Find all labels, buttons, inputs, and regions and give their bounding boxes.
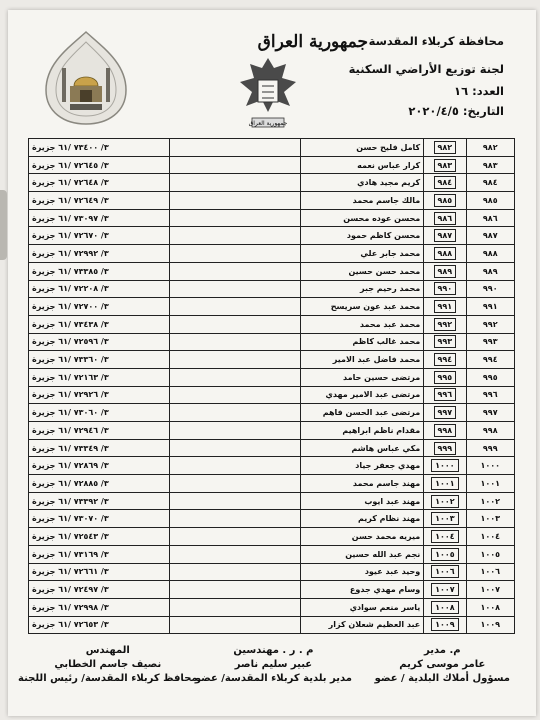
table-row xyxy=(29,333,515,351)
table-row xyxy=(29,492,515,510)
row-empty-cell xyxy=(170,333,301,351)
row-number-cell xyxy=(424,227,466,245)
row-empty-cell xyxy=(170,192,301,210)
row-seq: ١٠٠٦ xyxy=(466,563,514,581)
scroll-handle[interactable] xyxy=(0,190,7,260)
row-plot: ٣/ ٧٢٩٢٦ /٦١ جزيرة xyxy=(29,386,170,404)
row-name: محسن عوده محسن xyxy=(301,209,424,227)
row-seq: ١٠٠٣ xyxy=(466,510,514,528)
row-seq: ٩٨٢ xyxy=(466,139,514,157)
row-empty-cell xyxy=(170,422,301,440)
row-number-cell xyxy=(424,581,466,599)
row-name: وسام مهدي جدوع xyxy=(301,581,424,599)
table-row xyxy=(29,457,515,475)
row-number: ٩٨٣ xyxy=(434,159,457,172)
row-seq: ١٠٠٤ xyxy=(466,528,514,546)
row-name: مهدي جعفر جياد xyxy=(301,457,424,475)
row-name: مالك جاسم محمد xyxy=(301,192,424,210)
signature-role: محافظ كربلاء المقدسة/ رئيس اللجنة xyxy=(18,673,198,684)
row-name: كامل فليح حسن xyxy=(301,139,424,157)
table-row xyxy=(29,404,515,422)
row-seq: ٩٨٥ xyxy=(466,192,514,210)
row-name: محمد عبد محمد xyxy=(301,315,424,333)
row-number-cell xyxy=(424,174,466,192)
row-number: ٩٩٦ xyxy=(434,388,457,401)
row-plot: ٣/ ٧٣٣٦٠ /٦١ جزيرة xyxy=(29,351,170,369)
row-empty-cell xyxy=(170,262,301,280)
row-number-cell xyxy=(424,545,466,563)
row-number: ٩٨٤ xyxy=(434,176,457,189)
row-name: محسن كاظم حمود xyxy=(301,227,424,245)
table-row xyxy=(29,510,515,528)
table-row xyxy=(29,545,515,563)
row-plot: ٣/ ٧٣٣٩٢ /٦١ جزيرة xyxy=(29,492,170,510)
row-empty-cell xyxy=(170,156,301,174)
number-value: ١٦ xyxy=(454,84,469,98)
row-number: ١٠٠٦ xyxy=(431,565,459,578)
row-number: ٩٩٣ xyxy=(434,335,457,348)
row-empty-cell xyxy=(170,598,301,616)
row-number-cell xyxy=(424,404,466,422)
table-row xyxy=(29,386,515,404)
row-number: ٩٩٢ xyxy=(434,318,457,331)
row-empty-cell xyxy=(170,351,301,369)
row-seq: ١٠٠٩ xyxy=(466,616,514,634)
document-number xyxy=(454,84,504,98)
row-plot: ٣/ ٧٣٤٣٨ /٦١ جزيرة xyxy=(29,315,170,333)
row-empty-cell xyxy=(170,439,301,457)
row-seq: ٩٨٤ xyxy=(466,174,514,192)
date-value: ٢٠٢٠/٤/٥ xyxy=(408,104,459,118)
row-number-cell xyxy=(424,386,466,404)
row-number-cell xyxy=(424,598,466,616)
row-seq: ٩٩٥ xyxy=(466,368,514,386)
row-seq: ٩٨٣ xyxy=(466,156,514,174)
row-number-cell xyxy=(424,563,466,581)
allocation-table xyxy=(28,138,515,634)
table-row xyxy=(29,422,515,440)
row-number: ٩٩٩ xyxy=(434,442,457,455)
table-row xyxy=(29,227,515,245)
row-empty-cell xyxy=(170,386,301,404)
signature-name: نصيف جاسم الخطابي xyxy=(54,659,162,670)
row-number: ٩٩٠ xyxy=(434,282,457,295)
row-name: مرتضى حسين حامد xyxy=(301,368,424,386)
signatures-block xyxy=(0,640,540,720)
row-number: ١٠٠٩ xyxy=(431,618,459,631)
table-row xyxy=(29,139,515,157)
row-name: كريم مجيد هادي xyxy=(301,174,424,192)
row-name: محمد فاضل عبد الامير xyxy=(301,351,424,369)
row-seq: ٩٩٢ xyxy=(466,315,514,333)
row-empty-cell xyxy=(170,475,301,493)
row-number-cell xyxy=(424,510,466,528)
row-empty-cell xyxy=(170,528,301,546)
row-name: محمد حسن حسين xyxy=(301,262,424,280)
row-number-cell xyxy=(424,315,466,333)
table-row xyxy=(29,528,515,546)
row-empty-cell xyxy=(170,581,301,599)
row-seq: ١٠٠٨ xyxy=(466,598,514,616)
row-number: ٩٨٧ xyxy=(434,229,457,242)
row-empty-cell xyxy=(170,174,301,192)
row-plot: ٣/ ٧٢٦٧٠ /٦١ جزيرة xyxy=(29,227,170,245)
row-number: ١٠٠١ xyxy=(431,477,459,490)
row-number-cell xyxy=(424,475,466,493)
row-seq: ٩٨٩ xyxy=(466,262,514,280)
row-plot: ٣/ ٧٣٠٦٠ /٦١ جزيرة xyxy=(29,404,170,422)
row-number: ٩٨٢ xyxy=(434,141,457,154)
table-row xyxy=(29,245,515,263)
row-plot: ٣/ ٧٢٦٦١ /٦١ جزيرة xyxy=(29,563,170,581)
row-empty-cell xyxy=(170,492,301,510)
eagle-caption: جمهورية العراق xyxy=(248,120,288,127)
row-number-cell xyxy=(424,439,466,457)
row-plot: ٣/ ٧٢٩٩٢ /٦١ جزيرة xyxy=(29,245,170,263)
signature-title: م . ر . مهندسين xyxy=(233,645,314,656)
row-empty-cell xyxy=(170,280,301,298)
table-row xyxy=(29,439,515,457)
signature-right xyxy=(375,644,510,686)
row-plot: ٣/ ٧٢٢٠٨ /٦١ جزيرة xyxy=(29,280,170,298)
table-row xyxy=(29,581,515,599)
table-row xyxy=(29,262,515,280)
row-empty-cell xyxy=(170,315,301,333)
row-plot: ٣/ ٧٣٠٩٧ /٦١ جزيرة xyxy=(29,209,170,227)
row-plot: ٣/ ٧٣٠٧٠ /٦١ جزيرة xyxy=(29,510,170,528)
table-row xyxy=(29,598,515,616)
row-empty-cell xyxy=(170,298,301,316)
signature-name: عامر موسى كريم xyxy=(399,659,486,670)
row-seq: ٩٨٧ xyxy=(466,227,514,245)
row-seq: ٩٩٩ xyxy=(466,439,514,457)
row-empty-cell xyxy=(170,457,301,475)
row-name: مرتضى عبد الحسن فاهم xyxy=(301,404,424,422)
table-row xyxy=(29,368,515,386)
row-name: محمد جابر علي xyxy=(301,245,424,263)
row-number-cell xyxy=(424,156,466,174)
row-plot: ٣/ ٧٢٤٩٧ /٦١ جزيرة xyxy=(29,581,170,599)
table-row xyxy=(29,174,515,192)
table-row xyxy=(29,475,515,493)
row-number-cell xyxy=(424,528,466,546)
row-name: محمد عبد عون سريسح xyxy=(301,298,424,316)
row-name: مرتضى عبد الامير مهدي xyxy=(301,386,424,404)
row-plot: ٣/ ٧٢٥٩٦ /٦١ جزيرة xyxy=(29,333,170,351)
row-number: ٩٨٥ xyxy=(434,194,457,207)
table-row xyxy=(29,351,515,369)
row-name: محمد رحيم جبر xyxy=(301,280,424,298)
row-number: ١٠٠٧ xyxy=(431,583,459,596)
row-empty-cell xyxy=(170,563,301,581)
row-name: مهند عبد ايوب xyxy=(301,492,424,510)
row-number-cell xyxy=(424,298,466,316)
row-plot: ٣/ ٧٢٦٥٣ /٦١ جزيرة xyxy=(29,616,170,634)
shrine-logo-icon xyxy=(40,28,132,128)
row-plot: ٣/ ٧٢٨٦٩ /٦١ جزيرة xyxy=(29,457,170,475)
row-plot: ٣/ ٧٢٦٤٩ /٦١ جزيرة xyxy=(29,192,170,210)
row-plot: ٣/ ٧٢٧٠٠ /٦١ جزيرة xyxy=(29,298,170,316)
row-seq: ٩٩٠ xyxy=(466,280,514,298)
row-number: ١٠٠٠ xyxy=(431,459,459,472)
table-row xyxy=(29,280,515,298)
row-number: ٩٨٦ xyxy=(434,212,457,225)
row-empty-cell xyxy=(170,616,301,634)
row-seq: ٩٩٣ xyxy=(466,333,514,351)
table-row xyxy=(29,298,515,316)
row-number: ٩٩٥ xyxy=(434,371,457,384)
row-number: ١٠٠٥ xyxy=(431,548,459,561)
row-seq: ٩٩١ xyxy=(466,298,514,316)
row-empty-cell xyxy=(170,545,301,563)
row-number: ٩٩٧ xyxy=(434,406,457,419)
row-number-cell xyxy=(424,492,466,510)
row-name: مقدام ناظم ابراهيم xyxy=(301,422,424,440)
row-plot: ٣/ ٧٢١٦٣ /٦١ جزيرة xyxy=(29,368,170,386)
signature-middle xyxy=(195,644,352,686)
signature-title: المهندس xyxy=(85,645,130,656)
row-number-cell xyxy=(424,209,466,227)
row-number: ٩٩١ xyxy=(434,300,457,313)
row-number: ٩٩٤ xyxy=(434,353,457,366)
row-number: ١٠٠٨ xyxy=(431,601,459,614)
row-plot: ٣/ ٧٢٩٤٦ /٦١ جزيرة xyxy=(29,422,170,440)
row-plot: ٣/ ٧٢٩٩٨ /٦١ جزيرة xyxy=(29,598,170,616)
signature-left xyxy=(18,644,198,686)
table-row xyxy=(29,209,515,227)
row-number-cell xyxy=(424,192,466,210)
row-number: ١٠٠٣ xyxy=(431,512,459,525)
row-plot: ٣/ ٧٣١٦٩ /٦١ جزيرة xyxy=(29,545,170,563)
row-plot: ٣/ ٧٢٥٤٣ /٦١ جزيرة xyxy=(29,528,170,546)
row-number-cell xyxy=(424,333,466,351)
row-name: محمد غالب كاظم xyxy=(301,333,424,351)
row-number: ٩٨٨ xyxy=(434,247,457,260)
row-name: ياسر منعم سوادي xyxy=(301,598,424,616)
row-number-cell xyxy=(424,139,466,157)
row-number: ١٠٠٢ xyxy=(431,495,459,508)
committee-line: لجنة توزيع الأراضي السكنية xyxy=(348,62,504,76)
table-row xyxy=(29,192,515,210)
row-name: مكي عباس هاشم xyxy=(301,439,424,457)
number-label: العدد: xyxy=(472,84,504,98)
row-seq: ١٠٠١ xyxy=(466,475,514,493)
row-seq: ١٠٠٠ xyxy=(466,457,514,475)
row-name: نجم عبد الله حسين xyxy=(301,545,424,563)
row-seq: ٩٩٦ xyxy=(466,386,514,404)
eagle-emblem-icon xyxy=(236,52,300,132)
document-date xyxy=(408,104,504,118)
row-number-cell xyxy=(424,616,466,634)
row-empty-cell xyxy=(170,209,301,227)
table-row xyxy=(29,315,515,333)
row-seq: ٩٩٨ xyxy=(466,422,514,440)
row-name: ميريه محمد حسن xyxy=(301,528,424,546)
row-name: وحيد عبد عيود xyxy=(301,563,424,581)
row-number: ١٠٠٤ xyxy=(431,530,459,543)
row-number: ٩٨٩ xyxy=(434,265,457,278)
table-row xyxy=(29,616,515,634)
row-plot: ٣/ ٧٣٤٠٠ /٦١ جزيرة xyxy=(29,139,170,157)
row-empty-cell xyxy=(170,404,301,422)
row-name: كرار عباس نعمه xyxy=(301,156,424,174)
table-row xyxy=(29,563,515,581)
row-number-cell xyxy=(424,245,466,263)
row-number-cell xyxy=(424,262,466,280)
country-name: جمهورية العراق xyxy=(257,32,368,52)
row-number-cell xyxy=(424,457,466,475)
row-seq: ١٠٠٥ xyxy=(466,545,514,563)
row-plot: ٣/ ٧٣٣٤٩ /٦١ جزيرة xyxy=(29,439,170,457)
governorate-line: محافظة كربلاء المقدسة xyxy=(368,34,504,48)
table-row xyxy=(29,156,515,174)
row-empty-cell xyxy=(170,245,301,263)
row-seq: ٩٩٤ xyxy=(466,351,514,369)
row-name: مهند نظام كريم xyxy=(301,510,424,528)
row-number-cell xyxy=(424,351,466,369)
signature-title: م. مدير xyxy=(424,645,461,656)
row-seq: ٩٨٦ xyxy=(466,209,514,227)
row-empty-cell xyxy=(170,227,301,245)
signature-name: عبير سليم ناصر xyxy=(234,659,313,670)
row-empty-cell xyxy=(170,510,301,528)
row-seq: ٩٨٨ xyxy=(466,245,514,263)
row-plot: ٣/ ٧٢٦٤٨ /٦١ جزيرة xyxy=(29,174,170,192)
signature-role: مدير بلدية كربلاء المقدسة/ عضو xyxy=(194,673,352,684)
row-empty-cell xyxy=(170,139,301,157)
date-label: التاريخ: xyxy=(462,104,504,118)
letterhead xyxy=(0,0,540,140)
row-number-cell xyxy=(424,422,466,440)
row-number-cell xyxy=(424,368,466,386)
row-seq: ١٠٠٢ xyxy=(466,492,514,510)
row-number: ٩٩٨ xyxy=(434,424,457,437)
row-empty-cell xyxy=(170,368,301,386)
row-name: عبد العظيم شعلان كزار xyxy=(301,616,424,634)
row-seq: ١٠٠٧ xyxy=(466,581,514,599)
row-plot: ٣/ ٧٢٨٨٥ /٦١ جزيرة xyxy=(29,475,170,493)
row-plot: ٣/ ٧٢٦٤٥ /٦١ جزيرة xyxy=(29,156,170,174)
row-number-cell xyxy=(424,280,466,298)
row-plot: ٣/ ٧٣٣٨٥ /٦١ جزيرة xyxy=(29,262,170,280)
row-seq: ٩٩٧ xyxy=(466,404,514,422)
row-name: مهند جاسم محمد xyxy=(301,475,424,493)
signature-role: مسؤول أملاك البلدية / عضو xyxy=(374,673,510,684)
